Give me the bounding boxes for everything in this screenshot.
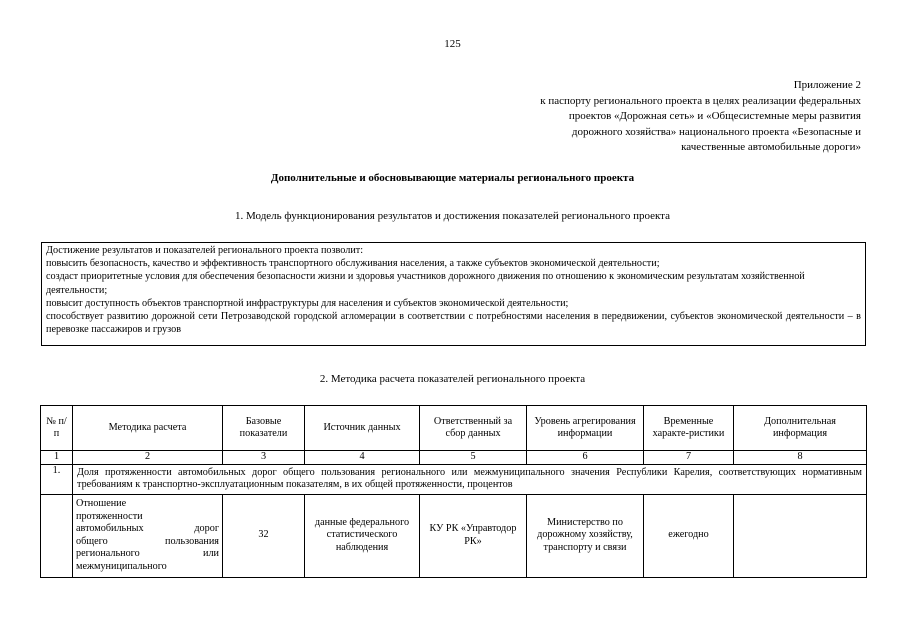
row-number: 1. <box>41 464 73 494</box>
column-number: 8 <box>734 451 867 465</box>
empty-cell <box>41 494 73 577</box>
methodology-table <box>40 405 867 578</box>
column-number-row <box>41 451 867 465</box>
indicator-description-row <box>41 464 867 494</box>
model-text-line: повысить безопасность, качество и эффективность транспортного обслуживания населения, а также субъектов экономической деятельности; <box>46 258 660 270</box>
page-number: 125 <box>444 38 461 50</box>
column-number: 3 <box>223 451 305 465</box>
appendix-line: качественные автомобильные дороги» <box>681 141 861 153</box>
section-2-title: 2. Методика расчета показателей регионального проекта <box>319 373 586 385</box>
model-text-line: повысит доступность объектов транспортной инфраструктуры для населения и субъектов экономической деятельности; <box>46 297 569 309</box>
header-cell: Ответственный за сбор данных <box>420 406 527 451</box>
column-number: 6 <box>527 451 644 465</box>
model-text-line: Достижение результатов и показателей регионального проекта позволит: <box>46 245 364 256</box>
aggregation-cell: Министерство по дорожному хозяйству, транспорту и связи <box>527 494 644 577</box>
header-cell: Базовые показатели <box>223 406 305 451</box>
header-cell: Уровень агрегирования информации <box>527 406 644 451</box>
additional-info-cell <box>734 494 867 577</box>
method-line: Отношение <box>76 498 127 509</box>
appendix-line: проектов «Дорожная сеть» и «Общесистемные меры развития <box>568 110 861 122</box>
base-value-cell: 32 <box>223 494 305 577</box>
method-line: общего пользования <box>76 535 219 547</box>
appendix-note <box>441 78 861 156</box>
appendix-line: дорожного хозяйства» национального проекта «Безопасные и <box>571 125 861 138</box>
model-text-line: создаст приоритетные условия для обеспечения безопасности жизни и здоровья участников дорожного движения по отношению к экономическим результатам хозяйственной деятельности; <box>46 271 805 296</box>
document-title: Дополнительные и обосновывающие материалы регионального проекта <box>270 172 635 184</box>
table-header-row <box>41 406 867 451</box>
method-line: регионального или <box>76 548 219 559</box>
header-cell: Методика расчета <box>73 406 223 451</box>
header-cell: Дополнительная информация <box>734 406 867 451</box>
responsible-cell: КУ РК «Управтодор РК» <box>420 494 527 577</box>
method-line: межмуниципального <box>76 560 167 572</box>
header-cell: Источник данных <box>305 406 420 451</box>
method-line: протяженности <box>76 510 143 522</box>
model-text-line: способствует развитию дорожной сети Петрозаводской городской агломерации в соответствии с потребностями населения в передвижении, субъектов экономической деятельности – в перевозке пассажиров и грузов <box>46 311 861 336</box>
model-text-box <box>41 242 866 346</box>
source-cell: данные федерального статистического наблюдения <box>305 494 420 577</box>
section-1-title: 1. Модель функционирования результатов и достижения показателей регионального проекта <box>235 210 670 222</box>
method-line: автомобильных дорог <box>76 523 219 534</box>
time-cell: ежегодно <box>644 494 734 577</box>
column-number: 2 <box>73 451 223 465</box>
appendix-line: к паспорту регионального проекта в целях реализации федеральных <box>540 94 861 107</box>
header-cell: № п/п <box>41 406 73 451</box>
appendix-line: Приложение 2 <box>793 79 861 91</box>
column-number: 5 <box>420 451 527 465</box>
column-number: 4 <box>305 451 420 465</box>
method-cell <box>73 494 223 577</box>
table-row <box>41 494 867 577</box>
column-number: 1 <box>41 451 73 465</box>
column-number: 7 <box>644 451 734 465</box>
indicator-description: Доля протяженности автомобильных дорог общего пользования регионального или межмуниципального значения Республики Карелия, соответствующих нормативным требованиям к транспортно-эксплуатационным показателям, в их общей протяженности, процентов <box>73 464 867 494</box>
header-cell: Временные характе-ристики <box>644 406 734 451</box>
